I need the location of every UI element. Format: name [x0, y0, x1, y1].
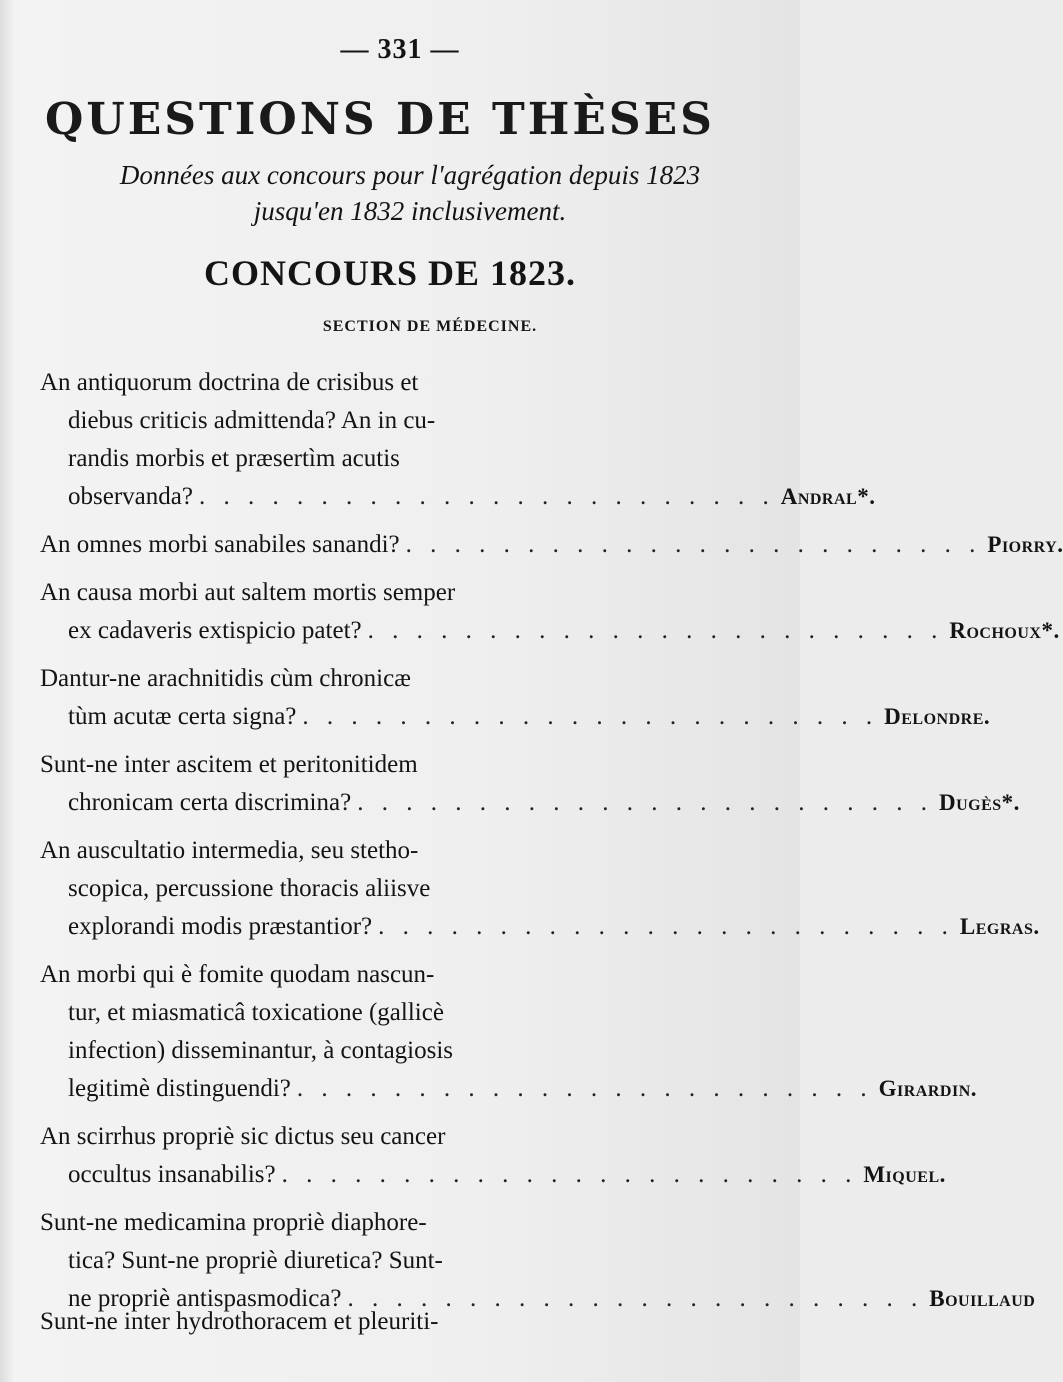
question-text-line: ex cadaveris extispicio patet? [68, 617, 362, 644]
page-number: — 331 — [340, 34, 460, 65]
question-text-line: tur, et miasmaticâ toxicatione (gallicè [68, 999, 444, 1026]
dot-leader: . . . . . . . . . . . . . . . . . . . . . . . . [357, 789, 933, 816]
thesis-question-entry [40, 1118, 946, 1194]
thesis-question-entry [40, 660, 991, 736]
candidate-name: Miquel. [863, 1162, 946, 1187]
question-text-line: randis morbis et præsertìm acutis [68, 445, 400, 472]
concours-heading: CONCOURS DE 1823. [203, 253, 577, 293]
dot-leader: . . . . . . . . . . . . . . . . . . . . . . . . [302, 703, 879, 730]
question-text-line: diebus criticis admittenda? An in cu- [68, 407, 436, 434]
candidate-name: Rochoux*. [949, 618, 1060, 643]
thesis-question-entry [40, 1204, 1036, 1318]
question-final-line [40, 612, 1060, 650]
question-text-line: An scirrhus propriè sic dictus seu cancer [40, 1123, 446, 1150]
question-text-line: An antiquorum doctrina de crisibus et [40, 369, 419, 396]
question-text-line: An omnes morbi sanabiles sanandi? [40, 531, 400, 558]
candidate-name: Bouillaud [929, 1286, 1036, 1311]
dot-leader: . . . . . . . . . . . . . . . . . . . . . . . . [347, 1285, 924, 1312]
candidate-name: Dugès*. [938, 790, 1020, 815]
page-title: QUESTIONS DE THÈSES [45, 94, 715, 145]
dot-leader: . . . . . . . . . . . . . . . . . . . . . . . . [296, 1075, 873, 1102]
question-text-line: An causa morbi aut saltem mortis semper [40, 579, 456, 606]
question-text-line: tùm acutæ certa signa? [68, 703, 297, 730]
candidate-name: Piorry. [987, 532, 1063, 557]
thesis-question-list [40, 364, 1063, 1328]
question-text-line: tica? Sunt-ne propriè diuretica? Sunt- [68, 1247, 443, 1274]
question-final-line [40, 1070, 978, 1108]
question-text-line: chronicam certa discrimina? [68, 789, 352, 816]
thesis-question-entry [40, 956, 978, 1108]
candidate-name: Girardin. [878, 1076, 978, 1101]
question-text-line: legitimè distinguendi? [68, 1075, 291, 1102]
subtitle-line-2: jusqu'en 1832 inclusivement. [253, 196, 567, 226]
question-text-line: observanda? [68, 483, 193, 510]
question-text-line: ne propriè antispasmodica? [68, 1285, 342, 1312]
question-text-line: Sunt-ne medicamina propriè diaphore- [40, 1209, 427, 1236]
question-text-line: explorandi modis præstantior? [68, 913, 373, 940]
dot-leader: . . . . . . . . . . . . . . . . . . . . . . . . [198, 483, 775, 510]
dot-leader: . . . . . . . . . . . . . . . . . . . . . . . . [405, 531, 982, 558]
candidate-name: Legras. [959, 914, 1040, 939]
question-text-line: An auscultatio intermedia, seu stetho- [40, 837, 419, 864]
subtitle-line-1: Données aux concours pour l'agrégation depuis 1823 [119, 160, 701, 190]
candidate-name: Andral*. [780, 484, 876, 509]
dot-leader: . . . . . . . . . . . . . . . . . . . . . . . . [378, 913, 954, 940]
question-final-line [40, 526, 1063, 564]
dot-leader: . . . . . . . . . . . . . . . . . . . . . . . . [281, 1161, 858, 1188]
question-text-line: scopica, percussione thoracis aliisve [68, 875, 431, 902]
question-text-line: occultus insanabilis? [68, 1161, 276, 1188]
thesis-question-entry [40, 746, 1020, 822]
thesis-question-entry [40, 526, 1063, 564]
question-final-line [40, 908, 1040, 946]
question-text-line: Sunt-ne inter ascitem et peritonitidem [40, 751, 418, 778]
question-text-line: infection) disseminantur, à contagiosis [68, 1037, 454, 1064]
thesis-question-entry [40, 574, 1060, 650]
thesis-question-entry [40, 364, 876, 516]
question-final-line [40, 784, 1020, 822]
dot-leader: . . . . . . . . . . . . . . . . . . . . . . . . [367, 617, 944, 644]
section-heading: SECTION DE MÉDECINE. [322, 318, 538, 335]
question-text-line: An morbi qui è fomite quodam nascun- [40, 961, 435, 988]
candidate-name: Delondre. [884, 704, 991, 729]
question-final-line [40, 698, 991, 736]
continued-question-line: Sunt-ne inter hydrothoracem et pleuriti- [40, 1308, 439, 1335]
question-final-line [40, 1156, 946, 1194]
thesis-question-entry [40, 832, 1040, 946]
question-text-line: Dantur-ne arachnitidis cùm chronicæ [40, 665, 411, 692]
question-final-line [40, 478, 876, 516]
